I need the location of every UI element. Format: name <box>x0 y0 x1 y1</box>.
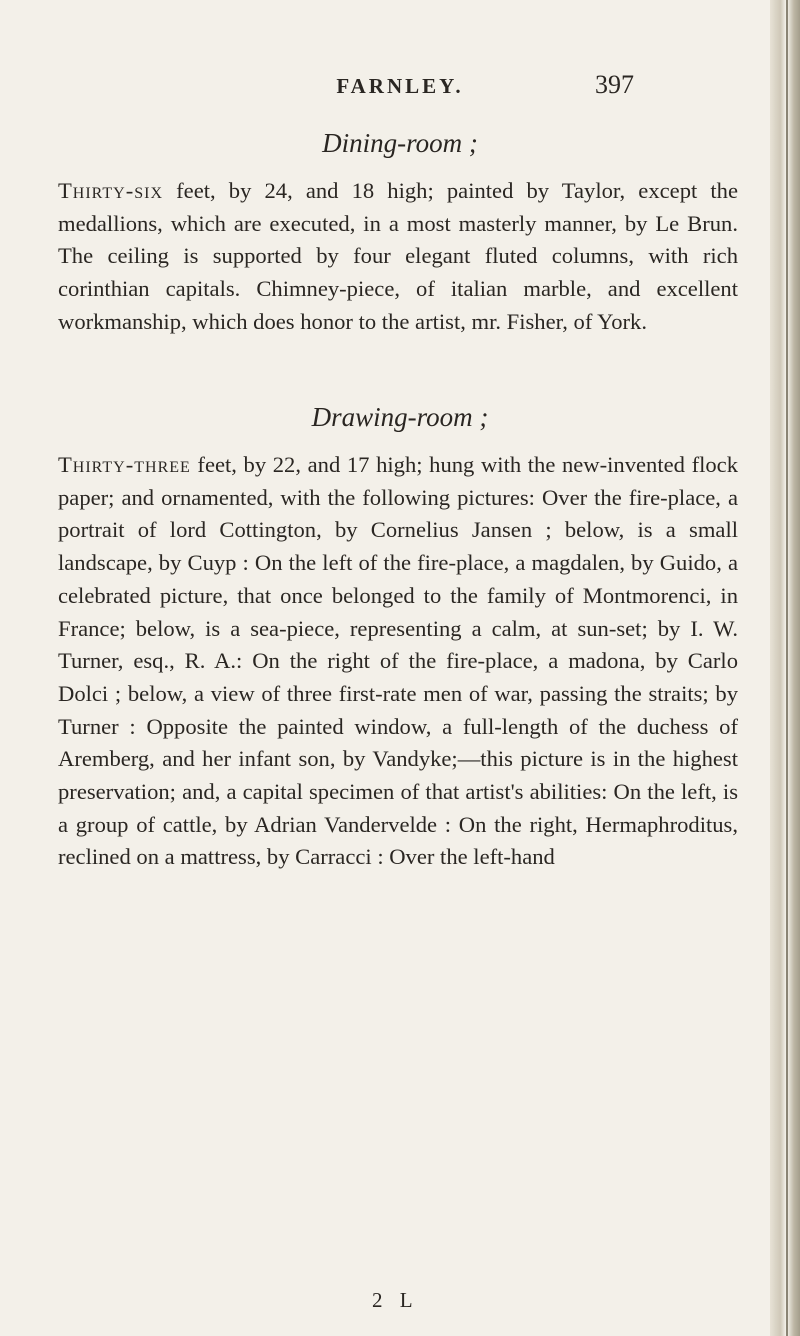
section-lead-dining-room: Thirty-six <box>58 178 164 203</box>
page-edge-shadow <box>770 0 800 1336</box>
section-body-dining-room <box>58 175 738 339</box>
signature-mark: 2 L <box>372 1288 419 1312</box>
section-lead-drawing-room: Thirty-three <box>58 452 191 477</box>
running-title: FARNLEY. <box>336 74 464 98</box>
section-heading-dining-room: Dining-room ; <box>322 128 478 158</box>
section-text-drawing-room: feet, by 22, and 17 high; hung with the new-invented flock paper; and ornamented, with the following pictures: Over the fire-place, a portrait of lord Cottington, by Cornelius Jansen ; below, is a small landscape, by Cuyp : On the left of the fire-place, a magdalen, by Guido, a celebrated picture, that once belonged to the family of Montmorenci, in France; below, is a sea-piece, representing a calm, at sun-set; by I. W. Turner, esq., R. A.: On the right of the fire-place, a madona, by Carlo Dolci ; below, a view of three first-rate men of war, passing the straits; by Turner : Opposite the painted window, a full-length of the duchess of Aremberg, and her infant son, by Vandyke;—this picture is in the highest preservation; and, a capital specimen of that artist's abilities: On the left, is a group of cattle, by Adrian Vandervelde : On the right, Hermaphroditus, reclined on a mattress, by Carracci : Over the left-hand <box>58 452 738 870</box>
section-body-drawing-room <box>58 449 738 874</box>
page-number: 397 <box>595 70 634 99</box>
section-text-dining-room: feet, by 24, and 18 high; painted by Taylor, except the medallions, which are executed, in a most masterly manner, by Le Brun. The ceiling is supported by four elegant fluted columns, with rich corinthian capitals. Chimney-piece, of italian marble, and excellent workmanship, which does honor to the artist, mr. Fisher, of York. <box>58 178 738 334</box>
running-header <box>0 60 800 100</box>
section-heading-drawing-room: Drawing-room ; <box>311 402 489 432</box>
page-edge-line <box>786 0 788 1336</box>
